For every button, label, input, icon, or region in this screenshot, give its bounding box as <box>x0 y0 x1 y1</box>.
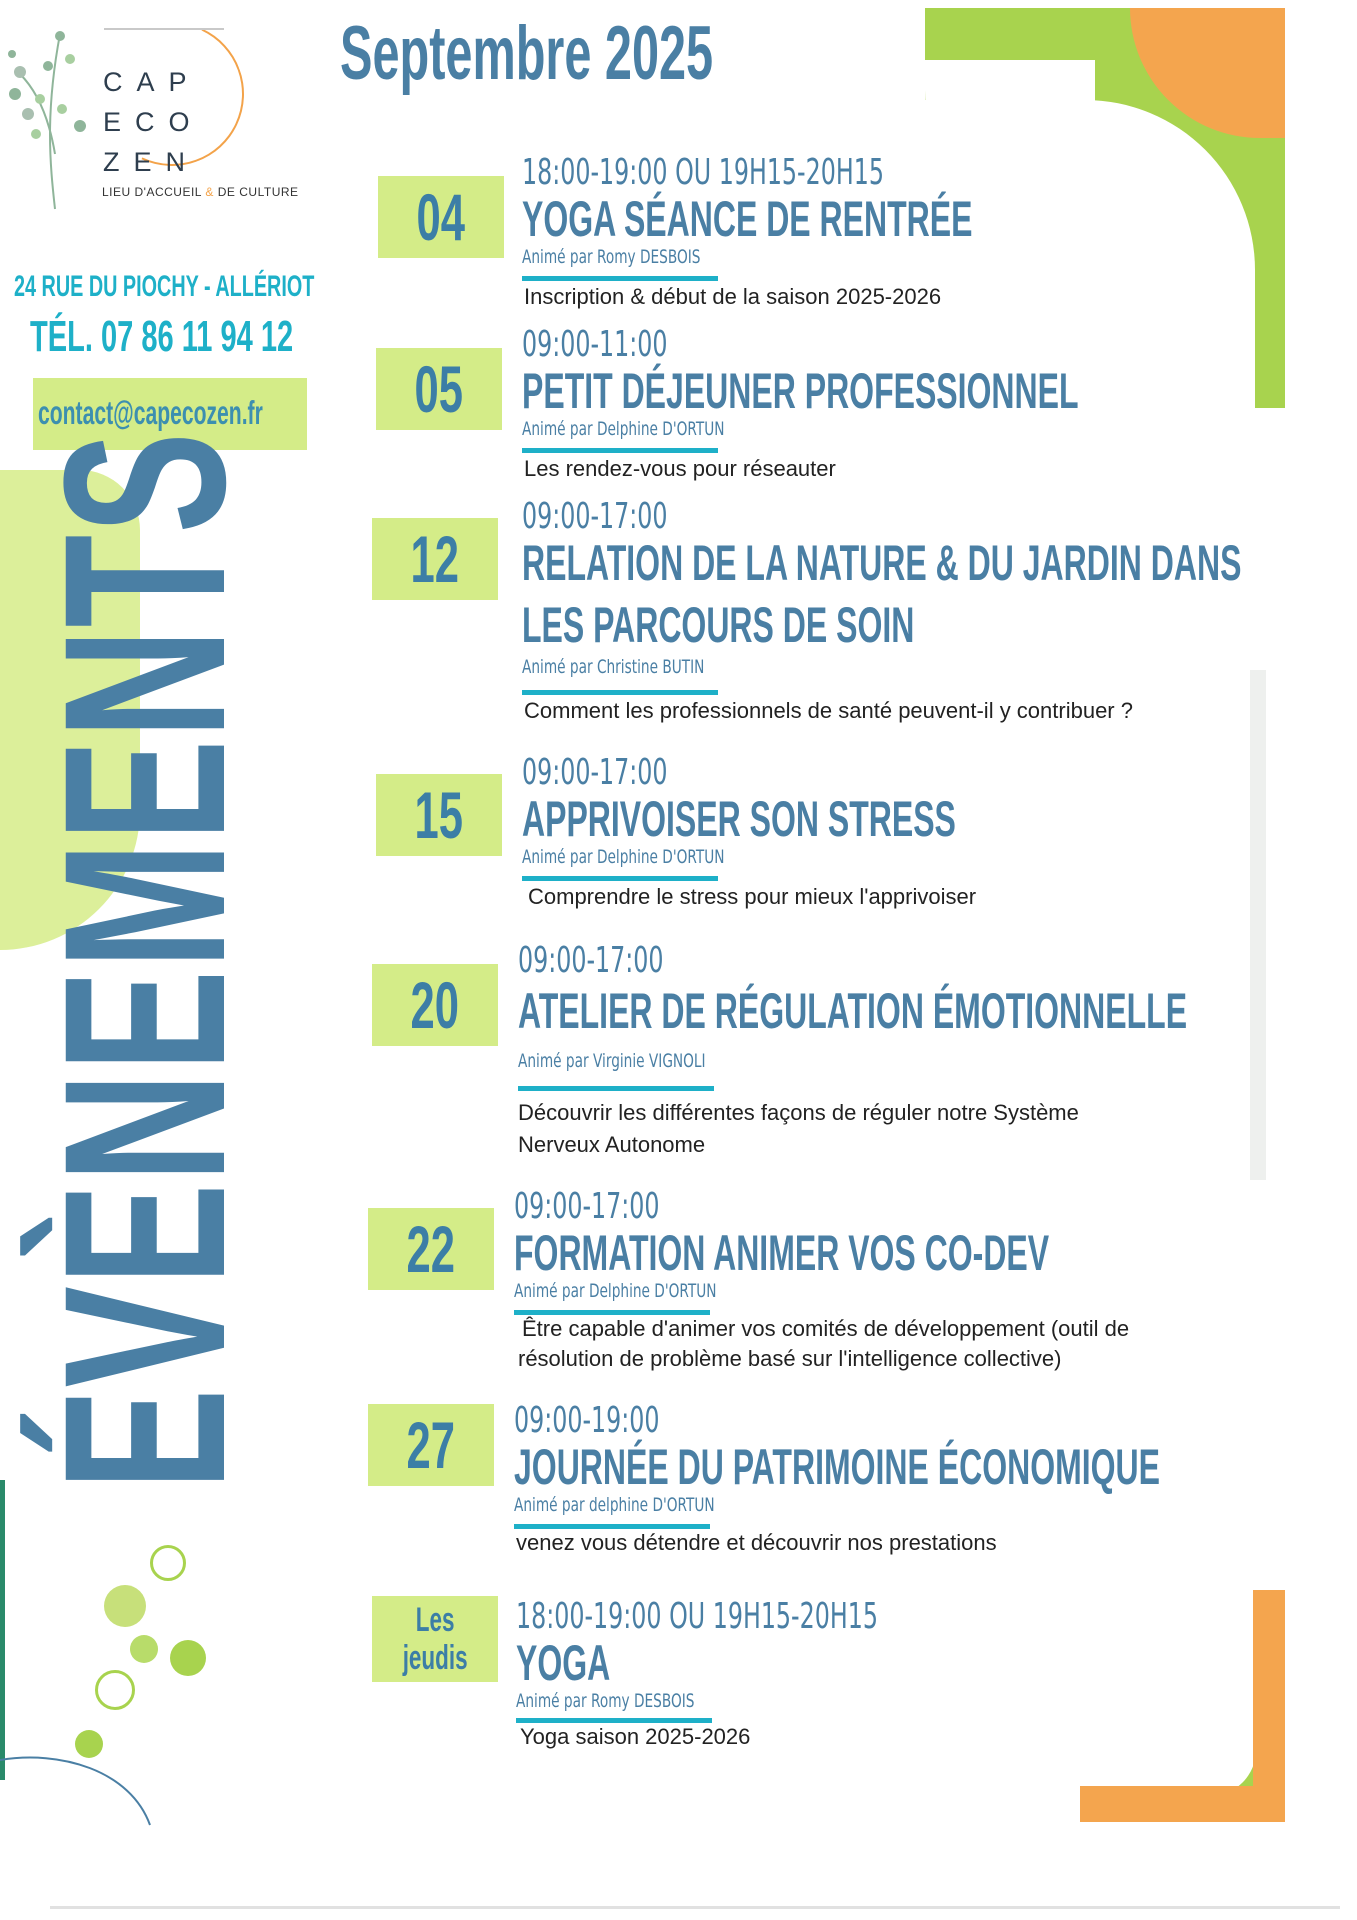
address: 24 RUE DU PIOCHY - ALLÉRIOT <box>14 270 315 303</box>
event-date-box <box>368 1208 494 1290</box>
phone-number[interactable]: TÉL. 07 86 11 94 12 <box>30 312 294 361</box>
event-date: 05 <box>414 352 464 426</box>
event-host: Animé par delphine D'ORTUN <box>514 1494 715 1516</box>
event-date-box <box>378 176 504 258</box>
event-title: YOGA SÉANCE DE RENTRÉE <box>522 191 973 247</box>
event-date-box <box>368 1404 494 1486</box>
event-title: FORMATION ANIMER VOS CO-DEV <box>514 1225 1050 1281</box>
event-description: venez vous détendre et découvrir nos prestations <box>516 1530 997 1555</box>
event-title: RELATION DE LA NATURE & DU JARDIN DANS <box>522 535 1242 591</box>
event-date: Les jeudis <box>402 1601 468 1677</box>
page-bottom-line <box>50 1906 1340 1909</box>
logo <box>0 0 340 220</box>
event-description: Yoga saison 2025-2026 <box>520 1724 751 1749</box>
event-description-line2: résolution de problème basé sur l'intelligence collective) <box>518 1346 1062 1371</box>
event-divider <box>522 448 718 453</box>
event-date-box <box>372 518 498 600</box>
decor-ring <box>95 1670 135 1710</box>
event-date-box <box>372 1596 498 1682</box>
event-host: Animé par Delphine D'ORTUN <box>522 846 725 868</box>
event-time: 09:00-17:00 <box>522 752 668 793</box>
event-divider <box>522 276 718 281</box>
event-title: YOGA <box>516 1635 611 1691</box>
event-description: Découvrir les différentes façons de réguler notre Système <box>518 1100 1079 1125</box>
event-description-line2: Nerveux Autonome <box>518 1132 706 1157</box>
event-host: Animé par Delphine D'ORTUN <box>522 418 725 440</box>
decor-orange-bar <box>1253 1590 1285 1820</box>
event-divider <box>522 876 718 881</box>
event-time: 09:00-11:00 <box>522 324 668 365</box>
event-date: 20 <box>410 968 460 1042</box>
event-time: 09:00-17:00 <box>514 1186 660 1227</box>
decor-left-bar <box>0 1480 5 1780</box>
vertical-title-wrap <box>16 430 273 1490</box>
event-title: PETIT DÉJEUNER PROFESSIONNEL <box>522 363 1079 419</box>
event-divider <box>518 1086 714 1091</box>
event-title: JOURNÉE DU PATRIMOINE ÉCONOMIQUE <box>514 1439 1160 1495</box>
event-host: Animé par Delphine D'ORTUN <box>514 1280 717 1302</box>
event-date: 27 <box>406 1408 456 1482</box>
vertical-title: ÉVÈNEMENTS <box>16 430 273 1490</box>
logo-line-eco: ECO <box>103 107 204 137</box>
event-time: 09:00-17:00 <box>518 940 664 981</box>
decor-arc-icon <box>0 1740 170 1830</box>
logo-roof <box>104 28 224 30</box>
event-description: Inscription & début de la saison 2025-2026 <box>524 284 942 309</box>
logo-line-cap: CAP <box>103 67 201 97</box>
event-divider <box>522 690 718 695</box>
event-host: Animé par Romy DESBOIS <box>522 246 701 268</box>
logo-subtitle: LIEU D'ACCUEIL & DE CULTURE <box>102 185 299 199</box>
event-title: APPRIVOISER SON STRESS <box>522 791 956 847</box>
event-date-box <box>376 774 502 856</box>
email-link[interactable]: contact@capecozen.fr <box>38 394 263 431</box>
event-title: ATELIER DE RÉGULATION ÉMOTIONNELLE <box>518 983 1188 1039</box>
decor-dot <box>170 1640 206 1676</box>
event-description: Comprendre le stress pour mieux l'apprivoiser <box>528 884 977 909</box>
event-date-box <box>376 348 502 430</box>
decor-dot <box>104 1585 146 1627</box>
event-time: 09:00-17:00 <box>522 496 668 537</box>
event-date: 15 <box>414 778 464 852</box>
decor-grey-bar <box>1250 670 1266 1180</box>
event-description: Être capable d'animer vos comités de développement (outil de <box>522 1316 1130 1341</box>
event-date: 12 <box>410 522 460 596</box>
event-date: 22 <box>406 1212 456 1286</box>
event-host: Animé par Christine BUTIN <box>522 656 705 678</box>
event-host: Animé par Romy DESBOIS <box>516 1690 695 1712</box>
event-description: Comment les professionnels de santé peuvent-il y contribuer ? <box>524 698 1133 723</box>
decor-ring <box>150 1545 186 1581</box>
page-title: Septembre 2025 <box>340 11 714 96</box>
decor-dot <box>130 1635 158 1663</box>
logo-line-zen: ZEN <box>103 147 199 177</box>
event-title-line2: LES PARCOURS DE SOIN <box>522 597 915 653</box>
event-date: 04 <box>416 180 466 254</box>
event-time: 18:00-19:00 OU 19H15-20H15 <box>516 1596 878 1637</box>
event-host: Animé par Virginie VIGNOLI <box>518 1050 706 1072</box>
event-time: 18:00-19:00 OU 19H15-20H15 <box>522 152 884 193</box>
event-date-box <box>372 964 498 1046</box>
event-time: 09:00-19:00 <box>514 1400 660 1441</box>
event-description: Les rendez-vous pour réseauter <box>524 456 836 481</box>
leaf-branch-icon <box>0 14 110 214</box>
